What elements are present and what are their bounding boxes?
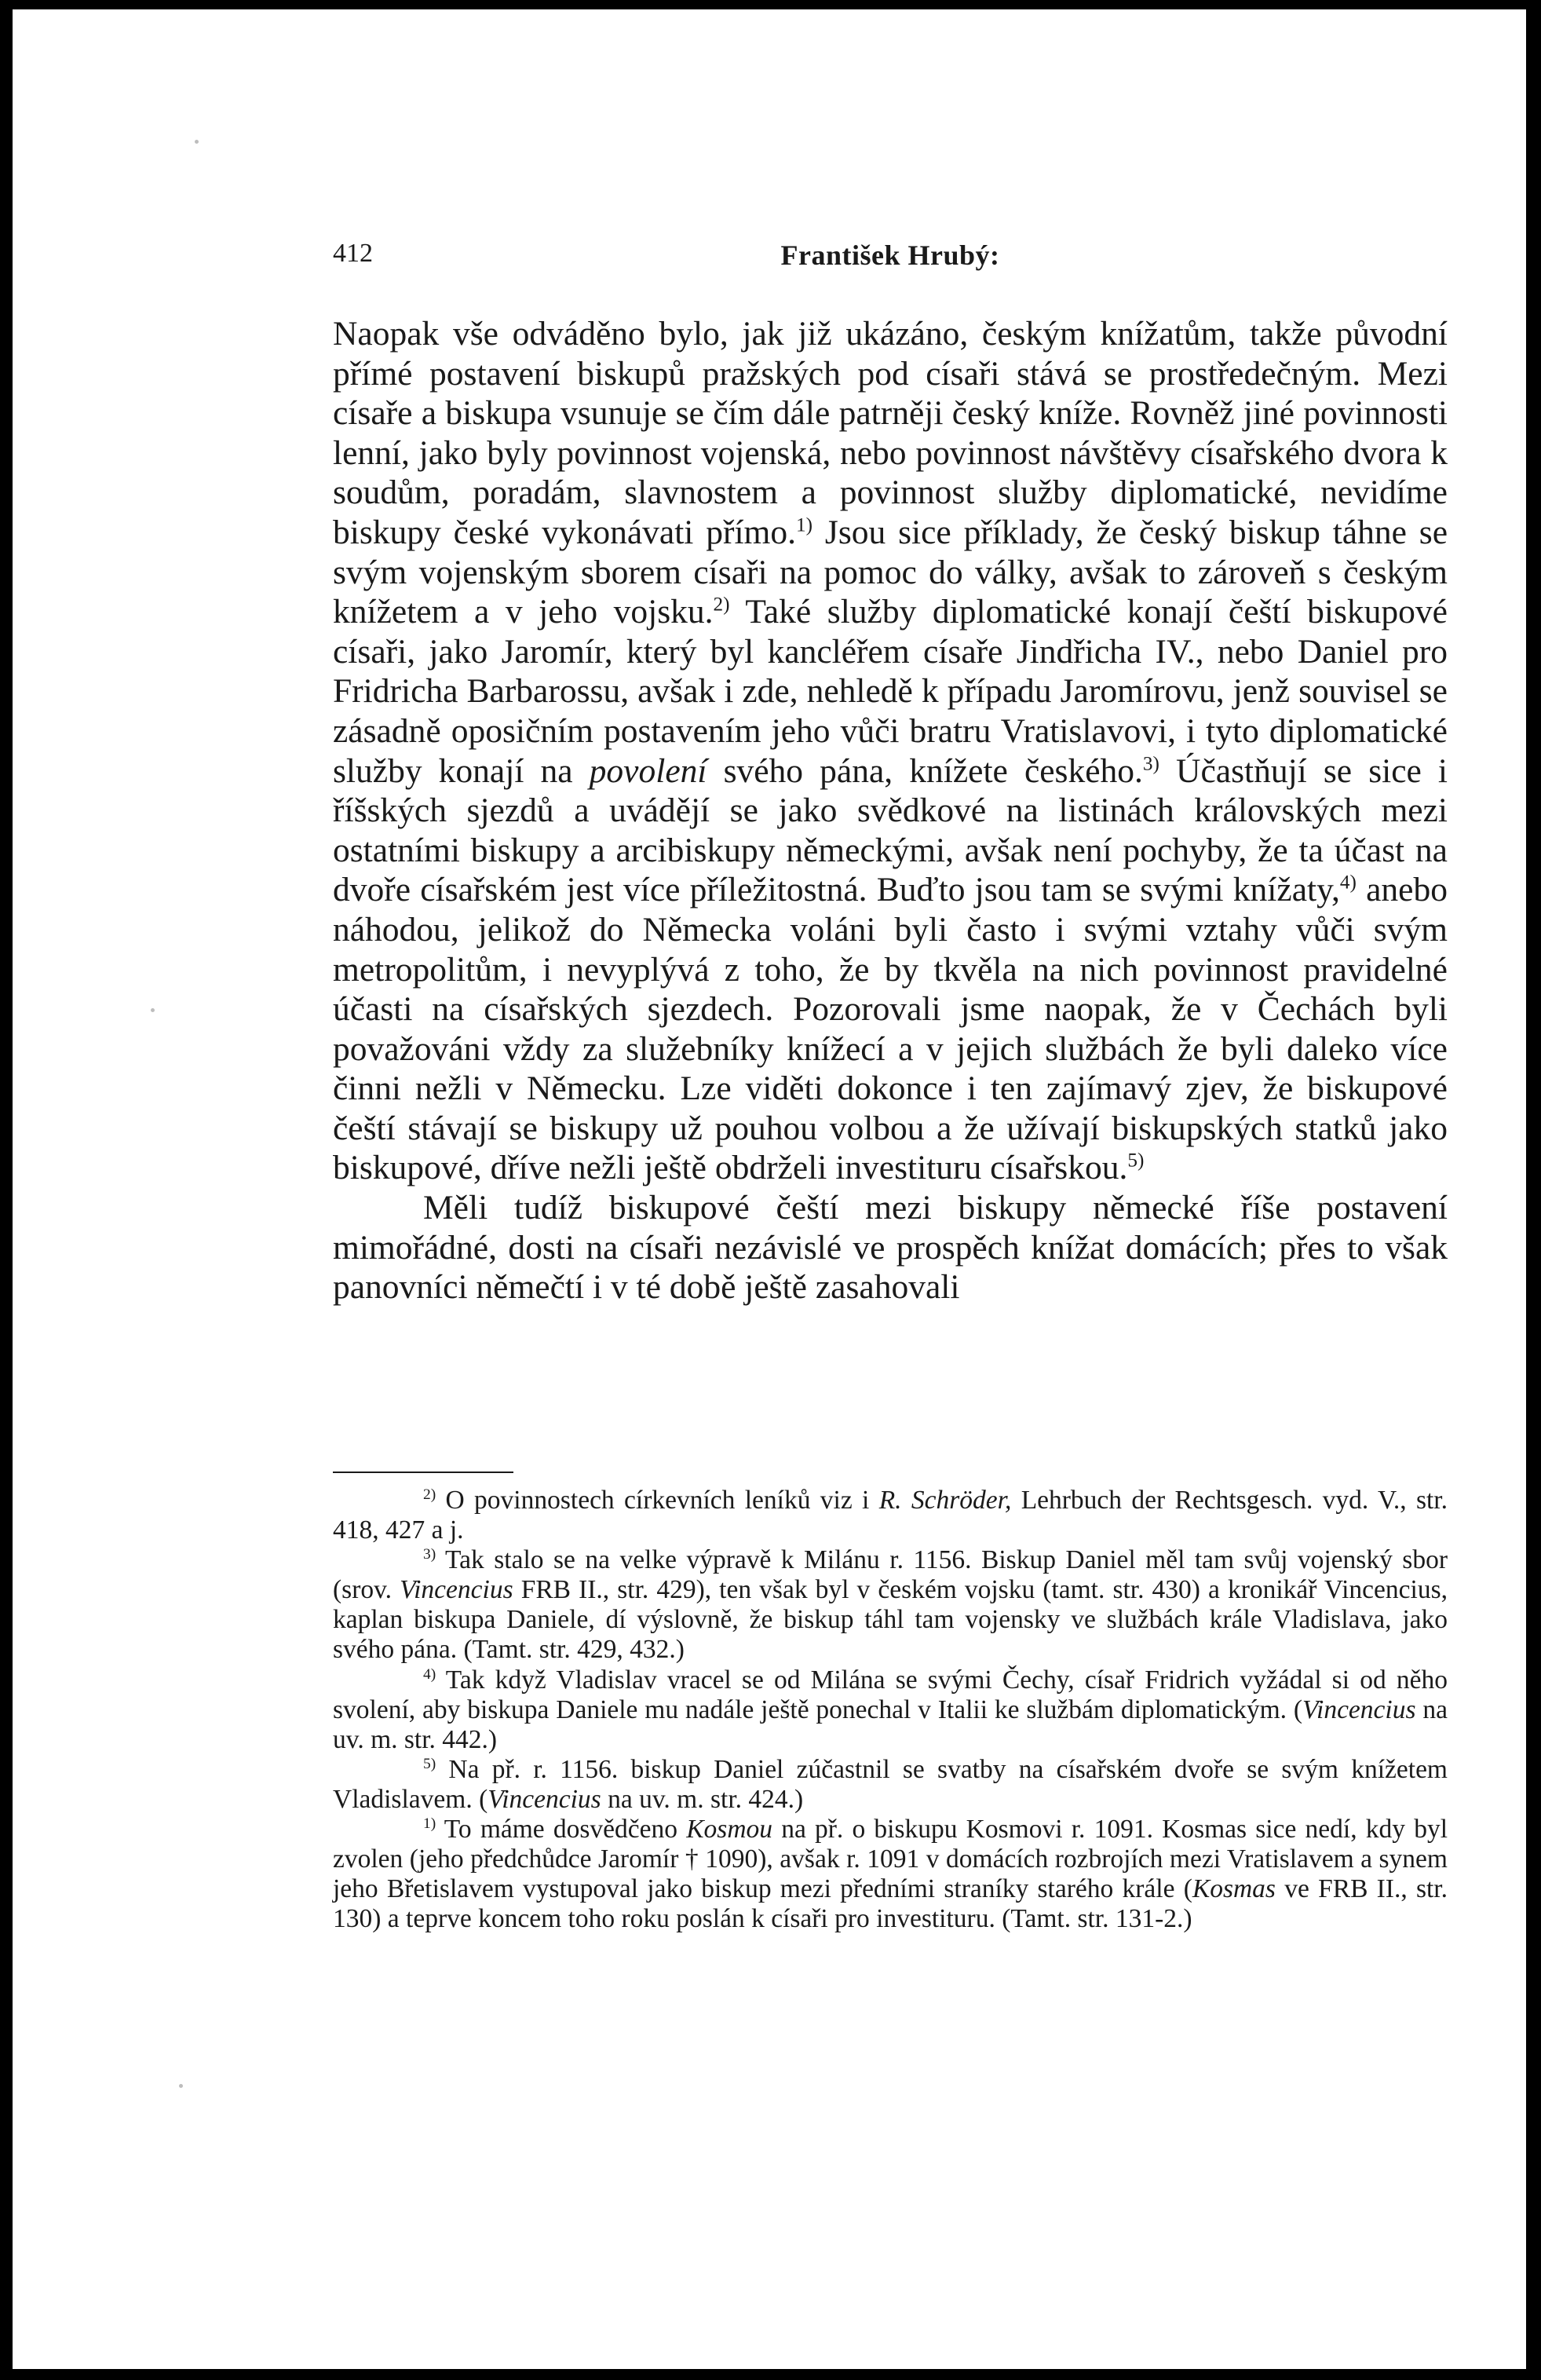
- running-head: František Hrubý:: [780, 239, 1000, 271]
- emphasis: povolení: [589, 751, 707, 790]
- speck-mark: [179, 2084, 183, 2088]
- paragraph: Naopak vše odváděno bylo, jak již ukázáno, českým knížatům, takže původní přímé postavení biskupů pražských pod císaři stává se prostředečným. Mezi císaře a biskupa vsunuje se čím dále patrněji český kníže. Rovněž jiné povinnosti lenní, jako byly povinnost vojenská, nebo povinnost návštěvy císařského dvora k soudům, poradám, slavnostem a povinnost služby diplomatické, nevidíme biskupy české vykonávati přímo.$^{1)}$ Jsou sice příklady, že český biskup táhne se svým vojenským sborem císaři na pomoc do války, avšak to zároveň s českým knížetem a v jeho vojsku.$^{2)}$ Také služby diplomatické konají čeští biskupové císaři, jako Jaromír, který byl kancléřem císaře Jindřicha IV., nebo Daniel pro Fridricha Barbarossu, avšak i zde, nehledě k případu Jaromírovu, jenž souvisel se zásadně oposičním postavením jeho vůči bratru Vratislavovi, i tyto diplomatické služby konají na povolení svého pána, knížete českého.$^{3)}$ Účastňují se sice i říšských sjezdů a uvádějí se jako svědkové na listinách královských mezi ostatními biskupy a arcibiskupy německými, avšak není pochyby, že ta účast na dvoře císařském jest více příležitostná. Buďto jsou tam se svými knížaty,$^{4)}$ anebo náhodou, jelikož do Německa voláni byli často i svými vztahy vůči svým metropolitům, i nevyplývá z toho, že by tkvěla na nich povinnost pravidelné účasti na císařských sjezdech. Pozorovali jsme naopak, že v Čechách byli považováni vždy za služebníky knížecí a v jejich službách že byli daleko více činni nežli v Německu. Lze viděti dokonce i ten zajímavý zjev, že biskupové čeští stávají se biskupy už pouhou volbou a že užívají biskupských statků jako biskupové, dříve nežli ještě obdrželi investituru císařskou.$^{5)}$: [333, 315, 1448, 1187]
- footnote-ref: 4): [1339, 872, 1357, 894]
- footnote-mark: 5): [423, 1755, 436, 1772]
- footnote-mark: 2): [423, 1486, 436, 1503]
- footnote-ref: 1): [796, 514, 813, 536]
- speck-mark: [151, 1008, 155, 1012]
- footnote-ref: 3): [1142, 753, 1159, 775]
- footnote-mark: 4): [423, 1665, 436, 1683]
- speck-mark: [195, 140, 199, 144]
- footnote-ref: 5): [1127, 1150, 1145, 1172]
- footnote: $^{5)}$ Na př. r. 1156. biskup Daniel zúčastnil se svatby na císařském dvoře se svým knížetem Vladislavem. (Vincencius na uv. m. str. 424.): [333, 1754, 1448, 1814]
- footnote: $^{2)}$ O povinnostech církevních leníků viz i R. Schröder, Lehrbuch der Rechtsgesch. vyd. V., str. 418, 427 a j.: [333, 1486, 1448, 1545]
- footnote-divider: [333, 1472, 513, 1473]
- footnote: $^{3)}$ Tak stalo se na velke výpravě k Milánu r. 1156. Biskup Daniel měl tam svůj vojenský sbor (srov. Vincencius FRB II., str. 429), ten však byl v českém vojsku (tamt. str. 430) a kronikář Vincencius, kaplan biskupa Daniele, dí výslovně, že biskup táhl tam vojensky ve službách krále Vladislava, jako svého pána. (Tamt. str. 429, 432.): [333, 1545, 1448, 1665]
- footnote: $^{4)}$ Tak když Vladislav vracel se od Milána se svými Čechy, císař Fridrich vyžádal si od něho svolení, aby biskupa Daniele mu nadále ještě ponechal v Italii ke službám diplomatickým. (Vincencius na uv. m. str. 442.): [333, 1665, 1448, 1754]
- footnote-mark: 3): [423, 1546, 436, 1563]
- footnotes: [333, 1486, 1448, 1934]
- footnote-mark: 1): [423, 1815, 436, 1832]
- body-text: [333, 314, 1448, 1307]
- page-header: [333, 239, 1448, 286]
- scanned-page: [13, 9, 1526, 2369]
- footnote-ref: 2): [713, 594, 730, 616]
- page-number: 412: [333, 239, 373, 268]
- paragraph: Měli tudíž biskupové čeští mezi biskupy německé říše postavení mimořádné, dosti na císaři nezávislé ve prospěch knížat domácích; přes to však panovníci němečtí i v té době ještě zasahovali: [333, 1189, 1448, 1307]
- footnote: $^{1)}$ To máme dosvědčeno Kosmou na př. o biskupu Kosmovi r. 1091. Kosmas sice nedí, kdy byl zvolen (jeho předchůdce Jaromír † 1090), avšak r. 1091 v domácích rozbrojích mezi Vratislavem a synem jeho Břetislavem vystupoval jako biskup mezi předními straníky starého krále (Kosmas ve FRB II., str. 130) a teprve koncem toho roku poslán k císaři pro investituru. (Tamt. str. 131-2.): [333, 1815, 1448, 1934]
